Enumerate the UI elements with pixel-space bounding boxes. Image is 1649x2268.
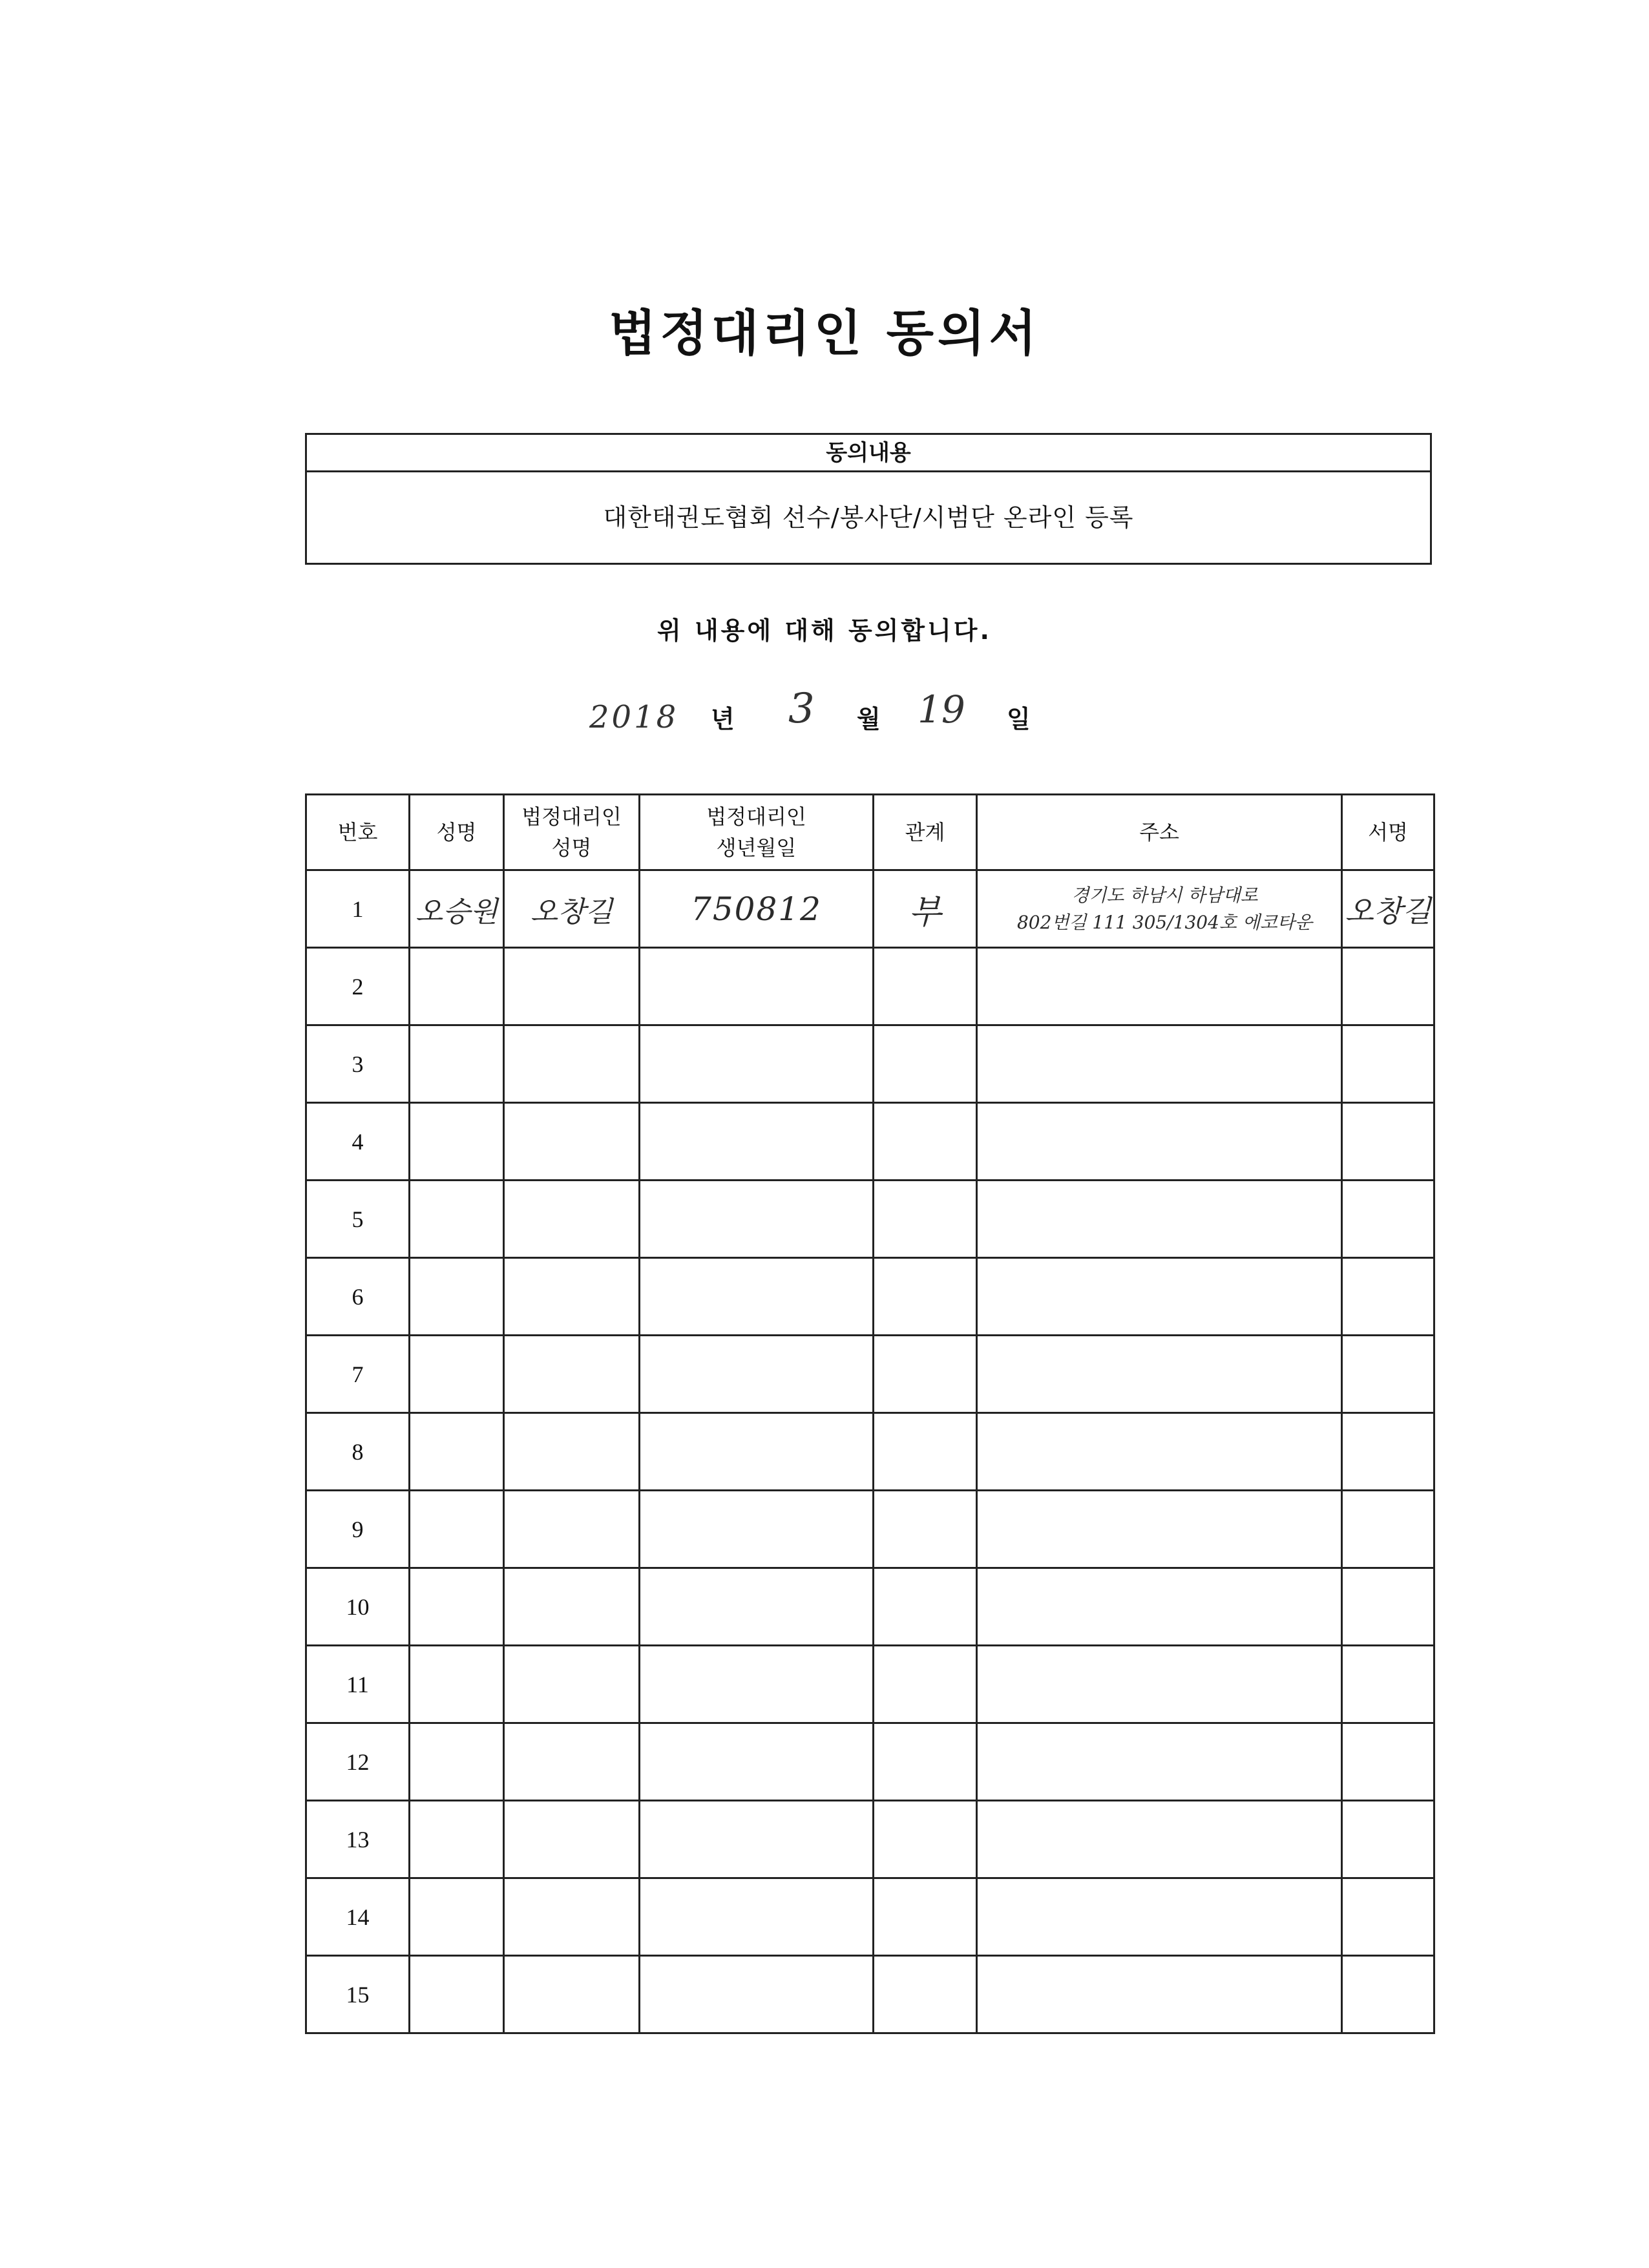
cell-guardian-birth (640, 1646, 874, 1723)
cell-guardian-name (504, 1025, 640, 1103)
cell-no (306, 1025, 410, 1103)
cell-guardian-name (504, 1723, 640, 1801)
cell-relation (874, 1646, 977, 1723)
cell-name (410, 948, 504, 1025)
cell-signature (1342, 1413, 1434, 1491)
cell-no-text: 1 (352, 896, 364, 922)
header-relation: 관계 (874, 795, 977, 870)
cell-name (410, 1413, 504, 1491)
cell-name (410, 1025, 504, 1103)
date-year-handwritten: 2018 (589, 699, 679, 735)
cell-no-text: 13 (346, 1826, 370, 1853)
cell-name (410, 1956, 504, 2033)
consent-box-header: 동의내용 (307, 435, 1430, 472)
cell-address (977, 1956, 1342, 2033)
cell-address (977, 1646, 1342, 1723)
cell-name (410, 1723, 504, 1801)
cell-address (977, 1568, 1342, 1646)
cell-signature (1342, 1568, 1434, 1646)
cell-guardian-birth (640, 1336, 874, 1413)
cell-name-text: 오승원 (415, 895, 498, 929)
cell-guardian-birth (640, 1723, 874, 1801)
cell-no-text: 12 (346, 1748, 370, 1775)
document-title: 법정대리인 동의서 (609, 304, 1040, 362)
cell-relation (874, 1956, 977, 2033)
cell-no-text: 9 (352, 1516, 364, 1542)
cell-address (977, 1025, 1342, 1103)
header-signature: 서명 (1342, 795, 1434, 870)
cell-relation (874, 1878, 977, 1956)
cell-name (410, 1491, 504, 1568)
cell-guardian-name (504, 1258, 640, 1336)
cell-name (410, 1568, 504, 1646)
table-row (306, 1258, 1434, 1336)
cell-name (410, 1336, 504, 1413)
cell-signature (1342, 1878, 1434, 1956)
cell-relation (874, 1336, 977, 1413)
cell-address (977, 1103, 1342, 1181)
agreement-statement: 위 내용에 대해 동의합니다. (657, 616, 992, 645)
date-day-handwritten: 19 (918, 688, 965, 731)
cell-signature (1342, 1956, 1434, 2033)
cell-no-text: 15 (346, 1981, 370, 2008)
cell-signature (1342, 1258, 1434, 1336)
cell-guardian-birth (640, 1413, 874, 1491)
table-row (306, 870, 1434, 948)
cell-name (410, 1801, 504, 1878)
cell-address (977, 870, 1342, 948)
cell-no (306, 1491, 410, 1568)
table-body (306, 870, 1434, 2033)
cell-no (306, 1801, 410, 1878)
header-no: 번호 (306, 795, 410, 870)
cell-guardian-birth (640, 1568, 874, 1646)
cell-signature (1342, 1491, 1434, 1568)
cell-guardian-birth (640, 1258, 874, 1336)
cell-relation-text: 부 (909, 893, 941, 932)
consent-box-content: 대한태권도협회 선수/봉사단/시범단 온라인 등록 (603, 503, 1134, 532)
cell-relation (874, 1025, 977, 1103)
cell-guardian-name (504, 870, 640, 948)
table-row (306, 1956, 1434, 2033)
cell-no-text: 10 (346, 1593, 370, 1620)
cell-guardian-name (504, 1646, 640, 1723)
cell-address (977, 1181, 1342, 1258)
cell-no-text: 3 (352, 1051, 364, 1077)
cell-signature (1342, 1025, 1434, 1103)
consent-content-box (305, 433, 1432, 565)
cell-no (306, 1723, 410, 1801)
cell-no (306, 948, 410, 1025)
cell-relation (874, 1258, 977, 1336)
header-name: 성명 (410, 795, 504, 870)
cell-guardian-name (504, 1103, 640, 1181)
date-month-handwritten: 3 (788, 685, 815, 733)
cell-relation (874, 1723, 977, 1801)
cell-guardian-name (504, 1491, 640, 1568)
cell-guardian-birth (640, 948, 874, 1025)
table-row (306, 1878, 1434, 1956)
table-row (306, 1181, 1434, 1258)
header-guardian-birth: 법정대리인 생년월일 (640, 795, 874, 870)
cell-no (306, 1413, 410, 1491)
cell-guardian-name (504, 948, 640, 1025)
cell-guardian-name (504, 1181, 640, 1258)
registration-table (305, 793, 1435, 2034)
table-header-row (306, 795, 1434, 870)
cell-guardian-birth-text: 750812 (691, 890, 822, 928)
registration-table-container (305, 793, 1433, 2034)
cell-name (410, 1878, 504, 1956)
date-month-unit: 월 (857, 705, 881, 733)
cell-no (306, 1181, 410, 1258)
table-row (306, 948, 1434, 1025)
table-row (306, 1336, 1434, 1413)
cell-no-text: 7 (352, 1361, 364, 1387)
cell-address (977, 948, 1342, 1025)
cell-relation (874, 1568, 977, 1646)
cell-no-text: 4 (352, 1128, 364, 1155)
cell-no (306, 1956, 410, 2033)
cell-name (410, 1181, 504, 1258)
cell-guardian-birth (640, 870, 874, 948)
cell-no (306, 870, 410, 948)
cell-name (410, 1646, 504, 1723)
cell-signature (1342, 1801, 1434, 1878)
cell-signature-text: 오창길 (1345, 893, 1431, 929)
cell-no-text: 11 (346, 1671, 369, 1697)
cell-no-text: 2 (352, 973, 364, 1000)
cell-no (306, 1878, 410, 1956)
cell-no-text: 6 (352, 1283, 364, 1310)
cell-no (306, 1646, 410, 1723)
cell-relation (874, 870, 977, 948)
cell-signature (1342, 870, 1434, 948)
cell-guardian-name (504, 1568, 640, 1646)
cell-guardian-birth (640, 1491, 874, 1568)
cell-signature (1342, 1181, 1434, 1258)
table-row (306, 1413, 1434, 1491)
cell-guardian-name (504, 1878, 640, 1956)
cell-guardian-birth (640, 1103, 874, 1181)
header-address: 주소 (977, 795, 1342, 870)
cell-no (306, 1336, 410, 1413)
cell-relation (874, 1181, 977, 1258)
date-year-unit: 년 (711, 705, 735, 733)
cell-relation (874, 948, 977, 1025)
cell-guardian-birth (640, 1801, 874, 1878)
cell-address (977, 1801, 1342, 1878)
cell-name (410, 1103, 504, 1181)
cell-no-text: 8 (352, 1438, 364, 1465)
table-row (306, 1801, 1434, 1878)
cell-signature (1342, 1336, 1434, 1413)
date-day-unit: 일 (1007, 705, 1031, 733)
cell-guardian-name-text: 오창길 (530, 895, 613, 929)
cell-no-text: 5 (352, 1206, 364, 1232)
table-row (306, 1723, 1434, 1801)
table-row (306, 1103, 1434, 1181)
cell-name (410, 870, 504, 948)
cell-address-line1: 경기도 하남시 하남대로 (1071, 884, 1258, 906)
cell-address (977, 1336, 1342, 1413)
table-row (306, 1568, 1434, 1646)
cell-no (306, 1258, 410, 1336)
cell-no-text: 14 (346, 1904, 370, 1930)
cell-guardian-birth (640, 1956, 874, 2033)
cell-signature (1342, 1723, 1434, 1801)
cell-address (977, 1491, 1342, 1568)
table-row (306, 1025, 1434, 1103)
cell-name (410, 1258, 504, 1336)
cell-relation (874, 1801, 977, 1878)
cell-address (977, 1878, 1342, 1956)
cell-guardian-name (504, 1413, 640, 1491)
header-guardian-name: 법정대리인 성명 (504, 795, 640, 870)
table-row (306, 1491, 1434, 1568)
table-row (306, 1646, 1434, 1723)
cell-address-line2: 802번길 111 305/1304호 에코타운 (1016, 911, 1313, 933)
cell-relation (874, 1103, 977, 1181)
cell-signature (1342, 1646, 1434, 1723)
cell-guardian-name (504, 1801, 640, 1878)
cell-address (977, 1258, 1342, 1336)
cell-address (977, 1413, 1342, 1491)
cell-relation (874, 1491, 977, 1568)
date-line (0, 685, 1649, 743)
cell-guardian-birth (640, 1181, 874, 1258)
cell-no (306, 1103, 410, 1181)
cell-address (977, 1723, 1342, 1801)
cell-signature (1342, 948, 1434, 1025)
cell-guardian-name (504, 1336, 640, 1413)
cell-no (306, 1568, 410, 1646)
cell-guardian-name (504, 1956, 640, 2033)
cell-guardian-birth (640, 1878, 874, 1956)
cell-signature (1342, 1103, 1434, 1181)
cell-guardian-birth (640, 1025, 874, 1103)
cell-relation (874, 1413, 977, 1491)
